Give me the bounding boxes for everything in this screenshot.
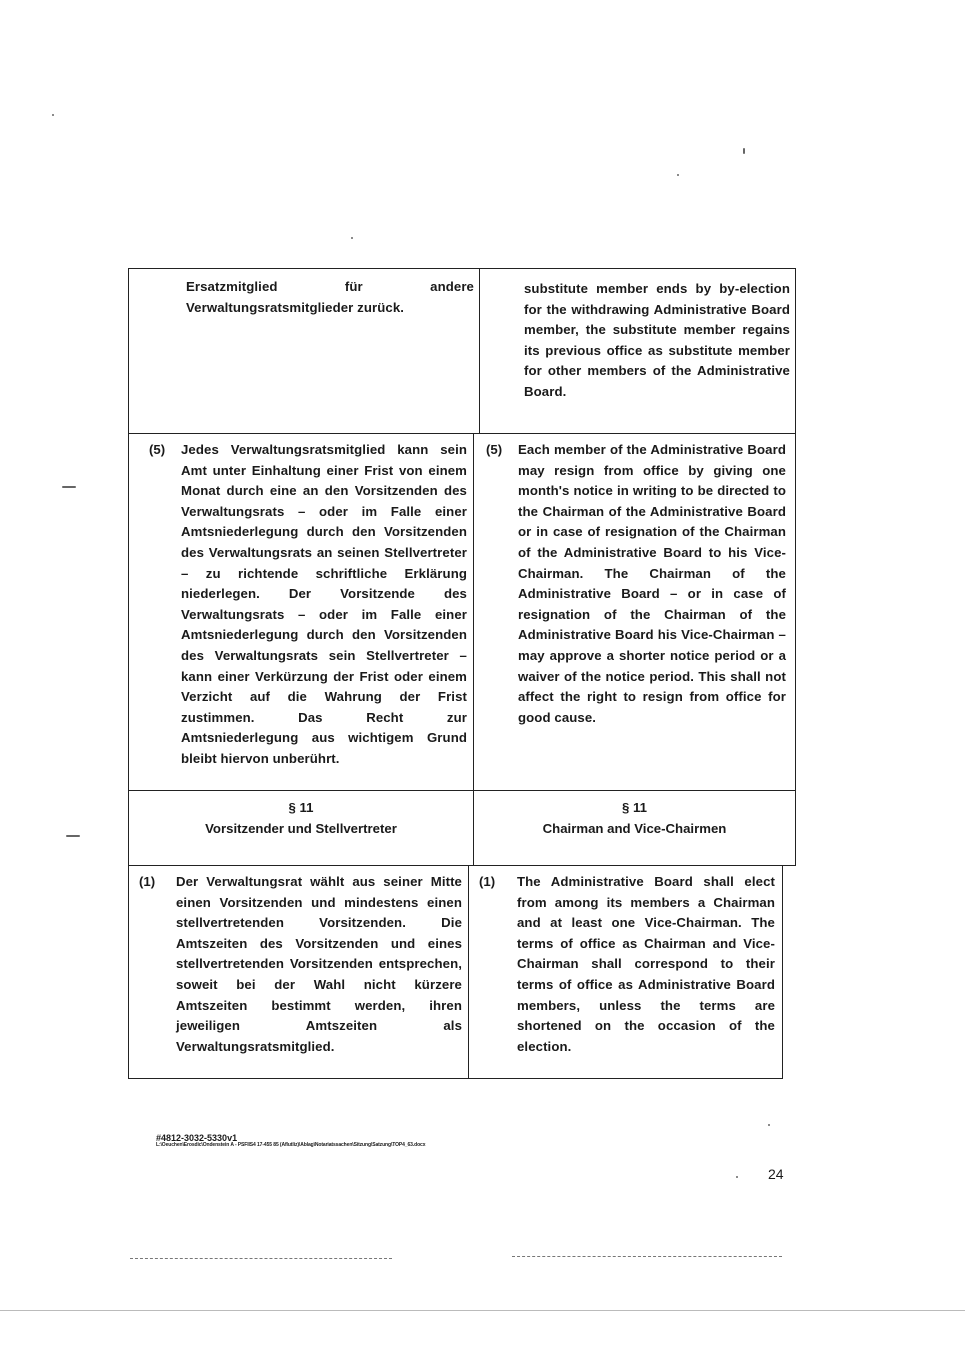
paragraph-number: (1): [479, 874, 496, 889]
table-row: [128, 866, 783, 1078]
section-number: § 11: [622, 800, 647, 815]
section-title: Chairman and Vice-Chairmen: [542, 821, 727, 836]
document-id: #4812-3032-5330v1: [156, 1133, 238, 1143]
paragraph-number: (1): [139, 874, 156, 889]
scan-speck: [768, 1124, 770, 1126]
english-text: Each member of the Administrative Board may resign from office by giving one month's notice in writing to be directed to the Chairman of the Administrative Board or in case of resignation of the Chairman of the Administrative Board to his Vice-Chairman. The Chairman of the Administrative Board – or in case of resignation of the Chairman of the Administrative Board his Vice-Chairman – may approve a shorter notice period or a waiver of the notice period. This shall not affect the right to resign from office for good cause.: [518, 442, 786, 725]
german-heading-cell: [129, 791, 474, 865]
english-cell: [474, 434, 795, 790]
paragraph-number: (5): [149, 442, 166, 457]
german-cell: [129, 269, 480, 433]
scan-speck: [62, 486, 76, 488]
scan-speck: [351, 237, 353, 239]
file-path: L:\Oeuchen\Erosdic\Ondenstein A - PSFIIS4 17-455 85 (Aflutliz)\Ablag\Notariatssachen\Sitzung\Satzung\TOP4_63.docx: [156, 1142, 426, 1148]
section-heading-row: [128, 791, 796, 865]
section-title: Vorsitzender und Stellvertreter: [205, 821, 397, 836]
scan-artifact-line: [512, 1256, 782, 1257]
bilingual-articles-table: [128, 268, 796, 1079]
german-cell: [129, 866, 469, 1078]
table-row: [128, 434, 796, 790]
english-text: substitute member ends by by-election for the withdrawing Administrative Board member, the substitute member regains its previous office as substitute member for other members of the Administrative Board.: [524, 281, 790, 399]
scan-artifact-line: [130, 1258, 392, 1259]
scan-speck: [52, 114, 54, 116]
page-number: 24: [768, 1166, 784, 1182]
scan-speck: [66, 835, 80, 837]
section-number: § 11: [288, 800, 314, 815]
scan-speck: [677, 174, 679, 176]
english-cell: [480, 269, 795, 433]
german-cell: [129, 434, 474, 790]
english-heading-cell: [474, 791, 795, 865]
german-text: Der Verwaltungsrat wählt aus seiner Mitte einen Vorsitzenden und mindestens einen stellvertretenden Vorsitzenden. Die Amtszeiten des Vorsitzenden und eines stellvertretenden Vorsitzenden entsprechen, soweit bei der Wahl nicht kürzere Amtszeiten bestimmt werden, ihren jeweiligen Amtszeiten als Verwaltungsratsmitglied.: [176, 874, 462, 1054]
german-text: Ersatzmitglied für andere Verwaltungsratsmitglieder zurück.: [186, 279, 474, 315]
english-text: The Administrative Board shall elect from among its members a Chairman and at least one Vice-Chairman. The terms of office as Chairman and Vice-Chairman shall correspond to their terms of office as Administrative Board members, unless the terms are shortened on the occasion of the election.: [517, 874, 775, 1054]
table-row: [128, 269, 796, 433]
german-text: Jedes Verwaltungsratsmitglied kann sein Amt unter Einhaltung einer Frist von einem Monat durch eine an den Vorsitzenden des Verwaltungsrats – oder im Falle einer Amtsniederlegung durch den Vorsitzenden des Verwaltungsrats an seinen Stellvertreter – zu richtende schriftliche Erklärung niederlegen. Der Vorsitzende des Verwaltungsrats – oder im Falle einer Amtsniederlegung durch den Vorsitzenden des Verwaltungsrats sein Stellvertreter – kann einer Verkürzung der Frist oder einem Verzicht auf die Wahrung der Frist zustimmen. Das Recht zur Amtsniederlegung aus wichtigem Grund bleibt hiervon unberührt.: [181, 442, 467, 766]
paragraph-number: (5): [486, 442, 503, 457]
english-cell: [469, 866, 782, 1078]
scan-artifact-line: [0, 1310, 965, 1311]
scan-speck: [743, 148, 745, 154]
scan-speck: [736, 1176, 738, 1178]
